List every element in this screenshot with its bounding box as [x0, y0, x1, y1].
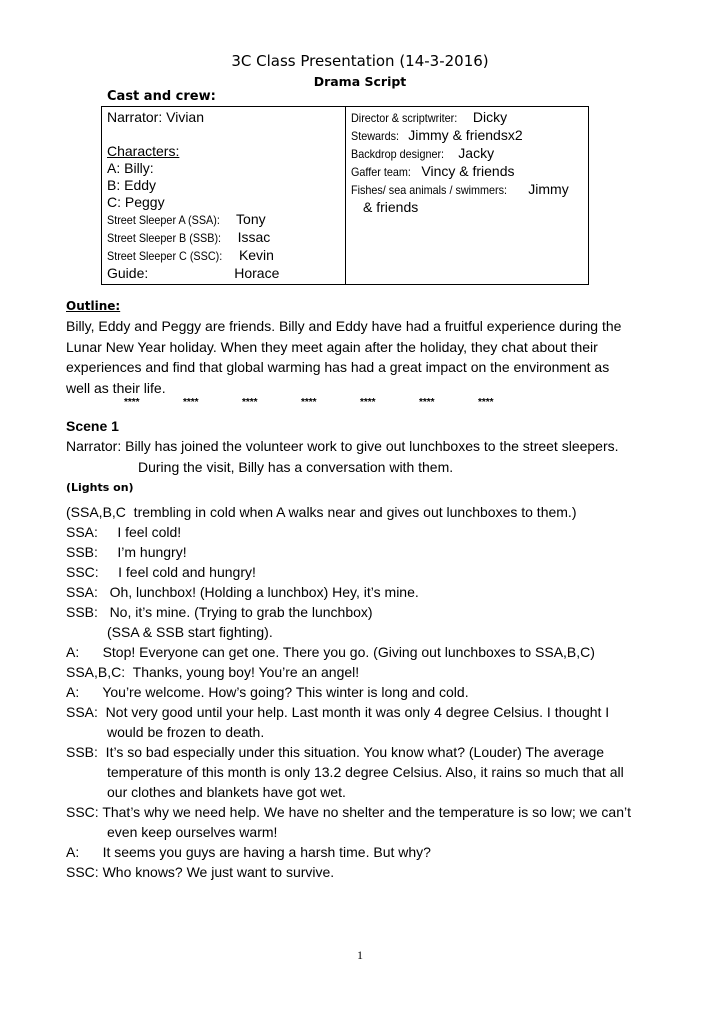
dialogue-block	[66, 502, 666, 882]
narrator-line: Narrator: Vivian	[107, 109, 205, 125]
staff-line	[351, 109, 583, 127]
outline-label: Outline:	[66, 299, 121, 313]
dialogue-line: temperature of this month is only 13.2 degree Celsius. Also, it rains so much that all	[107, 764, 624, 780]
sleeper-role: Street Sleeper B (SSB):	[107, 231, 222, 245]
outline-line: Billy, Eddy and Peggy are friends. Billy and Eddy have had a fruitful experience during the	[66, 318, 622, 334]
sleeper-line	[107, 229, 340, 247]
crew-column	[346, 107, 589, 285]
dialogue-line: would be frozen to death.	[107, 724, 265, 740]
spacer	[107, 126, 340, 143]
document-subtitle: Drama Script	[313, 74, 407, 89]
sleeper-line	[107, 247, 340, 265]
sleeper-role: Street Sleeper C (SSC):	[107, 249, 223, 263]
staff-name: Vincy & friends	[421, 163, 515, 179]
separator-stars: ****	[478, 397, 494, 408]
staff-role: Stewards:	[351, 129, 400, 143]
staff-role: Gaffer team:	[351, 165, 411, 179]
dialogue-line: SSA: Oh, lunchbox! (Holding a lunchbox) Hey, it’s mine.	[66, 584, 419, 600]
outline-line: well as their life.	[66, 379, 166, 396]
guide-role: Guide:	[107, 265, 149, 281]
separator-stars: ****	[419, 397, 435, 408]
dialogue-line: SSB: No, it’s mine. (Trying to grab the lunchbox)	[66, 604, 373, 620]
dialogue-line: (SSA,B,C trembling in cold when A walks near and gives out lunchboxes to them.)	[66, 504, 577, 520]
sleeper-name: Kevin	[238, 247, 274, 263]
separator-stars: ****	[183, 397, 199, 408]
dialogue-line: SSC: I feel cold and hungry!	[66, 564, 256, 580]
character-line: C: Peggy	[107, 194, 165, 210]
document-title: 3C Class Presentation (14-3-2016)	[231, 52, 489, 70]
characters-label: Characters:	[107, 143, 180, 159]
dialogue-line: (SSA & SSB start fighting).	[107, 624, 273, 640]
staff-line	[351, 145, 583, 163]
narrator-line: Narrator: Billy has joined the volunteer work to give out lunchboxes to the street sleepers.	[66, 438, 619, 454]
outline-line: Lunar New Year holiday. When they meet again after the holiday, they chat about their	[66, 338, 598, 355]
staff-continuation: & friends	[363, 199, 419, 215]
dialogue-line: A: You’re welcome. How’s going? This winter is long and cold.	[66, 684, 469, 700]
separator-stars: ****	[124, 397, 140, 408]
dialogue-line: A: Stop! Everyone can get one. There you go. (Giving out lunchboxes to SSA,B,C)	[66, 644, 595, 660]
sleeper-name: Issac	[237, 229, 271, 245]
separator-stars: ****	[301, 397, 317, 408]
separator-stars: ****	[360, 397, 376, 408]
staff-name: Jimmy & friendsx2	[408, 127, 523, 143]
staff-role: Backdrop designer:	[351, 147, 445, 161]
dialogue-line: our clothes and blankets have got wet.	[107, 784, 346, 800]
sleeper-line	[107, 211, 340, 229]
staff-name: Dicky	[472, 109, 508, 125]
character-line: B: Eddy	[107, 177, 157, 193]
staff-name: Jimmy	[528, 181, 569, 197]
dialogue-line: SSA: Not very good until your help. Last month it was only 4 degree Celsius. I thought I	[66, 704, 610, 720]
cast-column	[102, 107, 346, 285]
page-number: 1	[357, 948, 363, 962]
narrator-line: During the visit, Billy has a conversation with them.	[138, 459, 454, 475]
dialogue-line: SSC: Who knows? We just want to survive.	[66, 864, 335, 880]
sleeper-name: Tony	[236, 211, 266, 227]
dialogue-line: even keep ourselves warm!	[107, 824, 278, 840]
narrator-text	[66, 436, 666, 478]
scene-title: Scene 1	[66, 418, 119, 434]
separator-stars: ****	[242, 397, 258, 408]
dialogue-line: SSB: It’s so bad especially under this situation. You know what? (Louder) The average	[66, 744, 605, 760]
character-line: A: Billy:	[107, 160, 154, 176]
dialogue-line: SSA,B,C: Thanks, young boy! You’re an angel!	[66, 664, 360, 680]
crew-heading: Cast and crew:	[107, 89, 216, 104]
dialogue-line: SSB: I’m hungry!	[66, 544, 187, 560]
staff-line	[351, 127, 583, 145]
section-separator	[124, 397, 537, 408]
outline-line: experiences and find that global warming has had a great impact on the environment as	[66, 359, 610, 375]
staff-role: Director & scriptwriter:	[351, 111, 458, 125]
dialogue-line: SSA: I feel cold!	[66, 524, 182, 540]
stage-direction-lights: (Lights on)	[66, 481, 134, 494]
staff-line	[351, 163, 583, 181]
staff-line	[351, 181, 583, 199]
guide-line	[107, 265, 340, 282]
crew-table	[101, 106, 589, 285]
sleeper-role: Street Sleeper A (SSA):	[107, 213, 220, 227]
guide-name: Horace	[234, 265, 280, 281]
staff-role: Fishes/ sea animals / swimmers:	[351, 183, 508, 197]
dialogue-line: SSC: That’s why we need help. We have no shelter and the temperature is so low; we can’t	[66, 804, 631, 820]
outline-text	[66, 316, 666, 398]
dialogue-line: A: It seems you guys are having a harsh time. But why?	[66, 844, 431, 860]
staff-name: Jacky	[458, 145, 495, 161]
